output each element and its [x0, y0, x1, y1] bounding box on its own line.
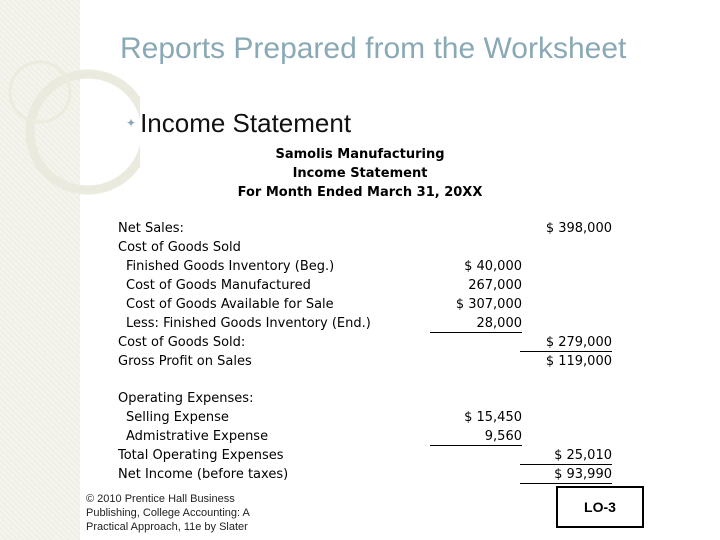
row-total-amount: $ 25,010 — [520, 448, 612, 465]
row-detail-amount: $ 307,000 — [455, 297, 522, 312]
row-detail-amount: 9,560 — [430, 429, 522, 446]
row-detail-amount: 28,000 — [430, 316, 522, 333]
row-detail-amount: $ 40,000 — [464, 259, 522, 274]
decorative-circles — [0, 0, 140, 200]
statement-row — [118, 316, 618, 335]
learning-objective-badge: LO-3 — [556, 486, 644, 528]
row-label: Total Operating Expenses — [118, 448, 284, 463]
bullet-icon: ✦ — [126, 116, 137, 130]
row-label: Cost of Goods Sold — [118, 240, 241, 255]
subtitle-text: Income Statement — [140, 108, 352, 138]
row-total-amount: $ 398,000 — [545, 221, 612, 236]
statement-row — [118, 467, 618, 486]
statement-row — [118, 354, 618, 373]
row-label: Net Sales: — [118, 221, 184, 236]
statement-row — [118, 448, 618, 467]
statement-row — [118, 221, 618, 240]
row-detail-amount: 267,000 — [468, 278, 522, 293]
row-label: Gross Profit on Sales — [118, 354, 252, 369]
row-total-amount: $ 279,000 — [520, 335, 612, 352]
row-label: Net Income (before taxes) — [118, 467, 289, 482]
row-total-amount: $ 93,990 — [520, 467, 612, 484]
row-label: Cost of Goods Manufactured — [126, 278, 311, 293]
row-label: Operating Expenses: — [118, 391, 254, 406]
row-label: Cost of Goods Sold: — [118, 335, 246, 350]
copyright-notice: © 2010 Prentice Hall Business Publishing, College Accounting: A Practical Approach, 11e by Slater — [86, 493, 250, 533]
statement-row — [118, 391, 618, 410]
row-label: Finished Goods Inventory (Beg.) — [126, 259, 335, 274]
row-label: Less: Finished Goods Inventory (End.) — [126, 316, 371, 331]
report-name: Income Statement — [292, 166, 428, 181]
slide-subtitle — [126, 108, 351, 138]
statement-row — [118, 297, 618, 316]
statement-row — [118, 335, 618, 354]
statement-row — [118, 429, 618, 448]
statement-row — [118, 278, 618, 297]
row-label: Admistrative Expense — [126, 429, 269, 444]
row-detail-amount: $ 15,450 — [464, 410, 522, 425]
row-label: Selling Expense — [126, 410, 229, 425]
statement-row — [118, 410, 618, 429]
statement-row — [118, 259, 618, 278]
row-total-amount: $ 119,000 — [545, 354, 612, 369]
company-name: Samolis Manufacturing — [275, 147, 445, 162]
statement-row — [118, 240, 618, 259]
row-label: Cost of Goods Available for Sale — [126, 297, 334, 312]
report-period: For Month Ended March 31, 20XX — [237, 185, 483, 200]
slide-title: Reports Prepared from the Worksheet — [120, 32, 627, 65]
